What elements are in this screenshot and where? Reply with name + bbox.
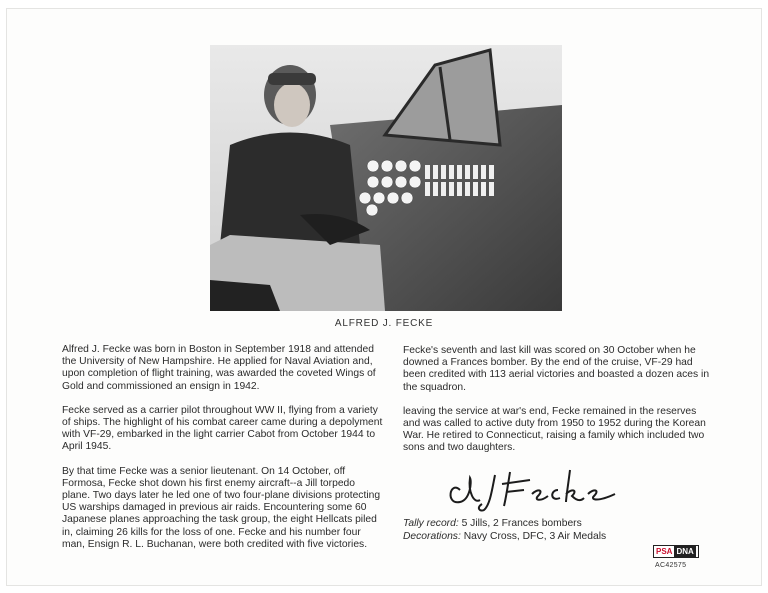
decorations-value: Navy Cross, DFC, 3 Air Medals — [463, 530, 607, 542]
autograph-signature — [440, 460, 620, 512]
right-text-column — [403, 345, 715, 467]
psa-text: PSA — [656, 547, 673, 556]
bio-paragraph: Alfred J. Fecke was born in Boston in September 1918 and attended the University of New Hampshire. He applied for Naval Aviation and, upon completion of flight training, was awarded the coveted Wings of Gold and commissioned an ensign in 1942. — [62, 344, 376, 392]
left-text-column — [62, 344, 384, 563]
psa-dna-logo — [653, 545, 699, 558]
dna-text: DNA — [676, 547, 694, 556]
bio-paragraph: By that time Fecke was a senior lieutenant. On 14 October, off Formosa, Fecke shot down his first enemy aircraft--a Jill torpedo plane. Two days later he led one of two four-plane divisions protecting US warships damaged in previous air raids. Encountering some 60 Japanese planes approaching the task group, the eight Hellcats piled in, claiming 26 kills for the loss of one. Fecke and his number four man, Ensign R. L. Buchanan, were both credited with five victories. — [62, 465, 381, 550]
tally-label: Tally record: — [403, 518, 459, 529]
decorations-label: Decorations: — [403, 530, 461, 542]
certificate-number: AC42575 — [655, 562, 687, 569]
tally-line — [403, 518, 606, 531]
pilot-photo — [210, 45, 562, 311]
bio-paragraph: Fecke's seventh and last kill was scored on 30 October when he downed a Frances bomber. By the end of the cruise, VF-29 had been credited with 113 aerial victories and boasted a dozen aces in the squadron. — [403, 345, 710, 393]
bio-paragraph: leaving the service at war's end, Fecke remained in the reserves and was called to active duty from 1950 to 1952 during the Korean War. He retired to Connecticut, raising a family which included two sons and two daughters. — [403, 405, 706, 454]
tally-record — [403, 518, 606, 543]
bio-paragraph: Fecke served as a carrier pilot throughout WW II, flying from a variety of ships. The highlight of his combat career came during a depolyment with VF-29, embarked in the light carrier Cabot from October 1944 to April 1945. — [62, 404, 383, 453]
tally-value: 5 Jills, 2 Frances bombers — [461, 518, 582, 529]
decorations-line — [403, 531, 606, 544]
photo-caption: ALFRED J. FECKE — [334, 318, 434, 329]
